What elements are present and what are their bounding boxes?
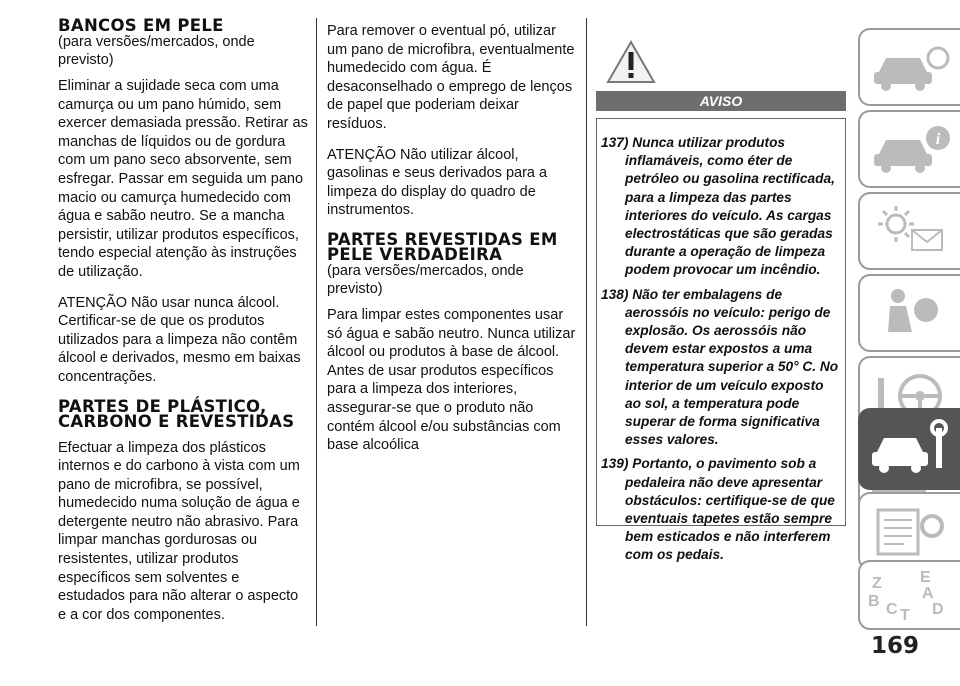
tab-technical-data[interactable] xyxy=(858,492,960,570)
warning-triangle-icon xyxy=(606,40,656,84)
column-divider xyxy=(586,18,587,626)
tab-warning-lights[interactable] xyxy=(858,192,960,270)
middle-column xyxy=(327,18,577,467)
tab-know-your-car[interactable] xyxy=(858,110,960,188)
section-subtitle: (para versões/mercados, onde previsto) xyxy=(327,262,524,297)
tab-dashboard[interactable] xyxy=(858,28,960,106)
tab-safety[interactable] xyxy=(858,274,960,352)
car-wrench-icon xyxy=(868,416,954,482)
warning-box xyxy=(596,118,846,563)
paragraph: Eliminar a sujidade seca com uma camurça ou um pano húmido, sem exercer demasiada pressão. Retirar as manchas de líquidos ou de gordura com um pano seco absorvente, sem esfregar. Passar em seguida um pano macio ou camurça humedecido com água e sabão neutro. Se a mancha persistir, utilizar produtos específicos, tendo especial atenção às instruções de utilização. xyxy=(58,78,308,280)
section-title-genuine-leather: PARTES REVESTIDAS EM PELE VERDADEIRA xyxy=(327,229,558,264)
index-letter: A xyxy=(922,585,934,602)
index-letter: Z xyxy=(872,575,882,592)
alphabetical-index-icon xyxy=(868,568,954,626)
warning-title: AVISO xyxy=(596,91,846,111)
specs-gear-icon xyxy=(868,500,954,562)
column-divider xyxy=(316,18,317,626)
paragraph: Efectuar a limpeza dos plásticos internos e do carbono à vista com um pano de microfibra, se possível, humedecido numa solução de água e detergente neutro não abrasivo. Para limpar manchas gordurosas ou resistentes, utilizar produtos específicos sem solventes e estudados para não alterar o aspecto e a cor dos componentes. xyxy=(58,439,300,623)
airbag-person-icon xyxy=(868,282,954,344)
page-number: 169 xyxy=(871,633,920,659)
paragraph-attention: ATENÇÃO Não usar nunca álcool. Certificar-se de que os produtos utilizados para a limpeza não contêm álcool e derivados, mesmo em baixas concentrações. xyxy=(58,294,301,385)
paragraph: Para remover o eventual pó, utilizar um pano de microfibra, eventualmente humedecido com água. É desaconselhado o emprego de lenços de papel que poderiam deixar resíduos. xyxy=(327,23,575,132)
paragraph: Para limpar estes componentes usar só água e sabão neutro. Nunca utilizar álcool ou produtos à base de álcool. Antes de usar produtos específicos para a limpeza dos interiores, assegurar-se que o produto não contém álcool e/ou substâncias com base alcoólica xyxy=(327,306,576,454)
section-title-plastic-parts: PARTES DE PLÁSTICO, CARBONO E REVESTIDAS xyxy=(58,396,295,431)
warning-lights-message-icon xyxy=(868,200,954,262)
index-letter: C xyxy=(886,601,898,618)
tab-index[interactable] xyxy=(858,560,960,630)
warning-item-137: 137) Nunca utilizar produtos inflamáveis, como éter de petróleo ou gasolina rectificada, para a limpeza das partes interiores do veículo. As cargas electrostáticas que são geradas durante a operação de limpeza podem provocar um incêndio. xyxy=(601,135,835,278)
car-info-icon xyxy=(868,118,954,180)
warning-item-139: 139) Portanto, o pavimento sob a pedaleira não deve apresentar obstáculos: certifique-se de que eventuais tapetes estão sempre bem esticados e não interferem com os pedais. xyxy=(601,456,835,563)
index-letter: T xyxy=(900,607,910,624)
paragraph-attention: ATENÇÃO Não utilizar álcool, gasolinas e seus derivados para a limpeza do display do quadro de instrumentos. xyxy=(327,146,548,219)
car-dashboard-icon xyxy=(868,36,954,98)
warning-item-138: 138) Não ter embalagens de aerossóis no veículo: perigo de explosão. Os aerossóis não devem estar expostos a uma temperatura superior a 50° C. No interior de um veículo exposto ao sol, a temperatura pode superar de forma significativa esses valores. xyxy=(601,286,839,448)
svg-text:i: i xyxy=(935,131,941,148)
left-column xyxy=(58,18,310,636)
section-subtitle: (para versões/mercados, onde previsto) xyxy=(58,34,255,68)
index-letter: B xyxy=(868,593,880,610)
section-title-leather-seats: BANCOS EM PELE xyxy=(58,16,224,35)
tab-maintenance[interactable] xyxy=(858,408,960,490)
index-letter: D xyxy=(932,601,944,618)
index-letter: E xyxy=(920,569,931,586)
